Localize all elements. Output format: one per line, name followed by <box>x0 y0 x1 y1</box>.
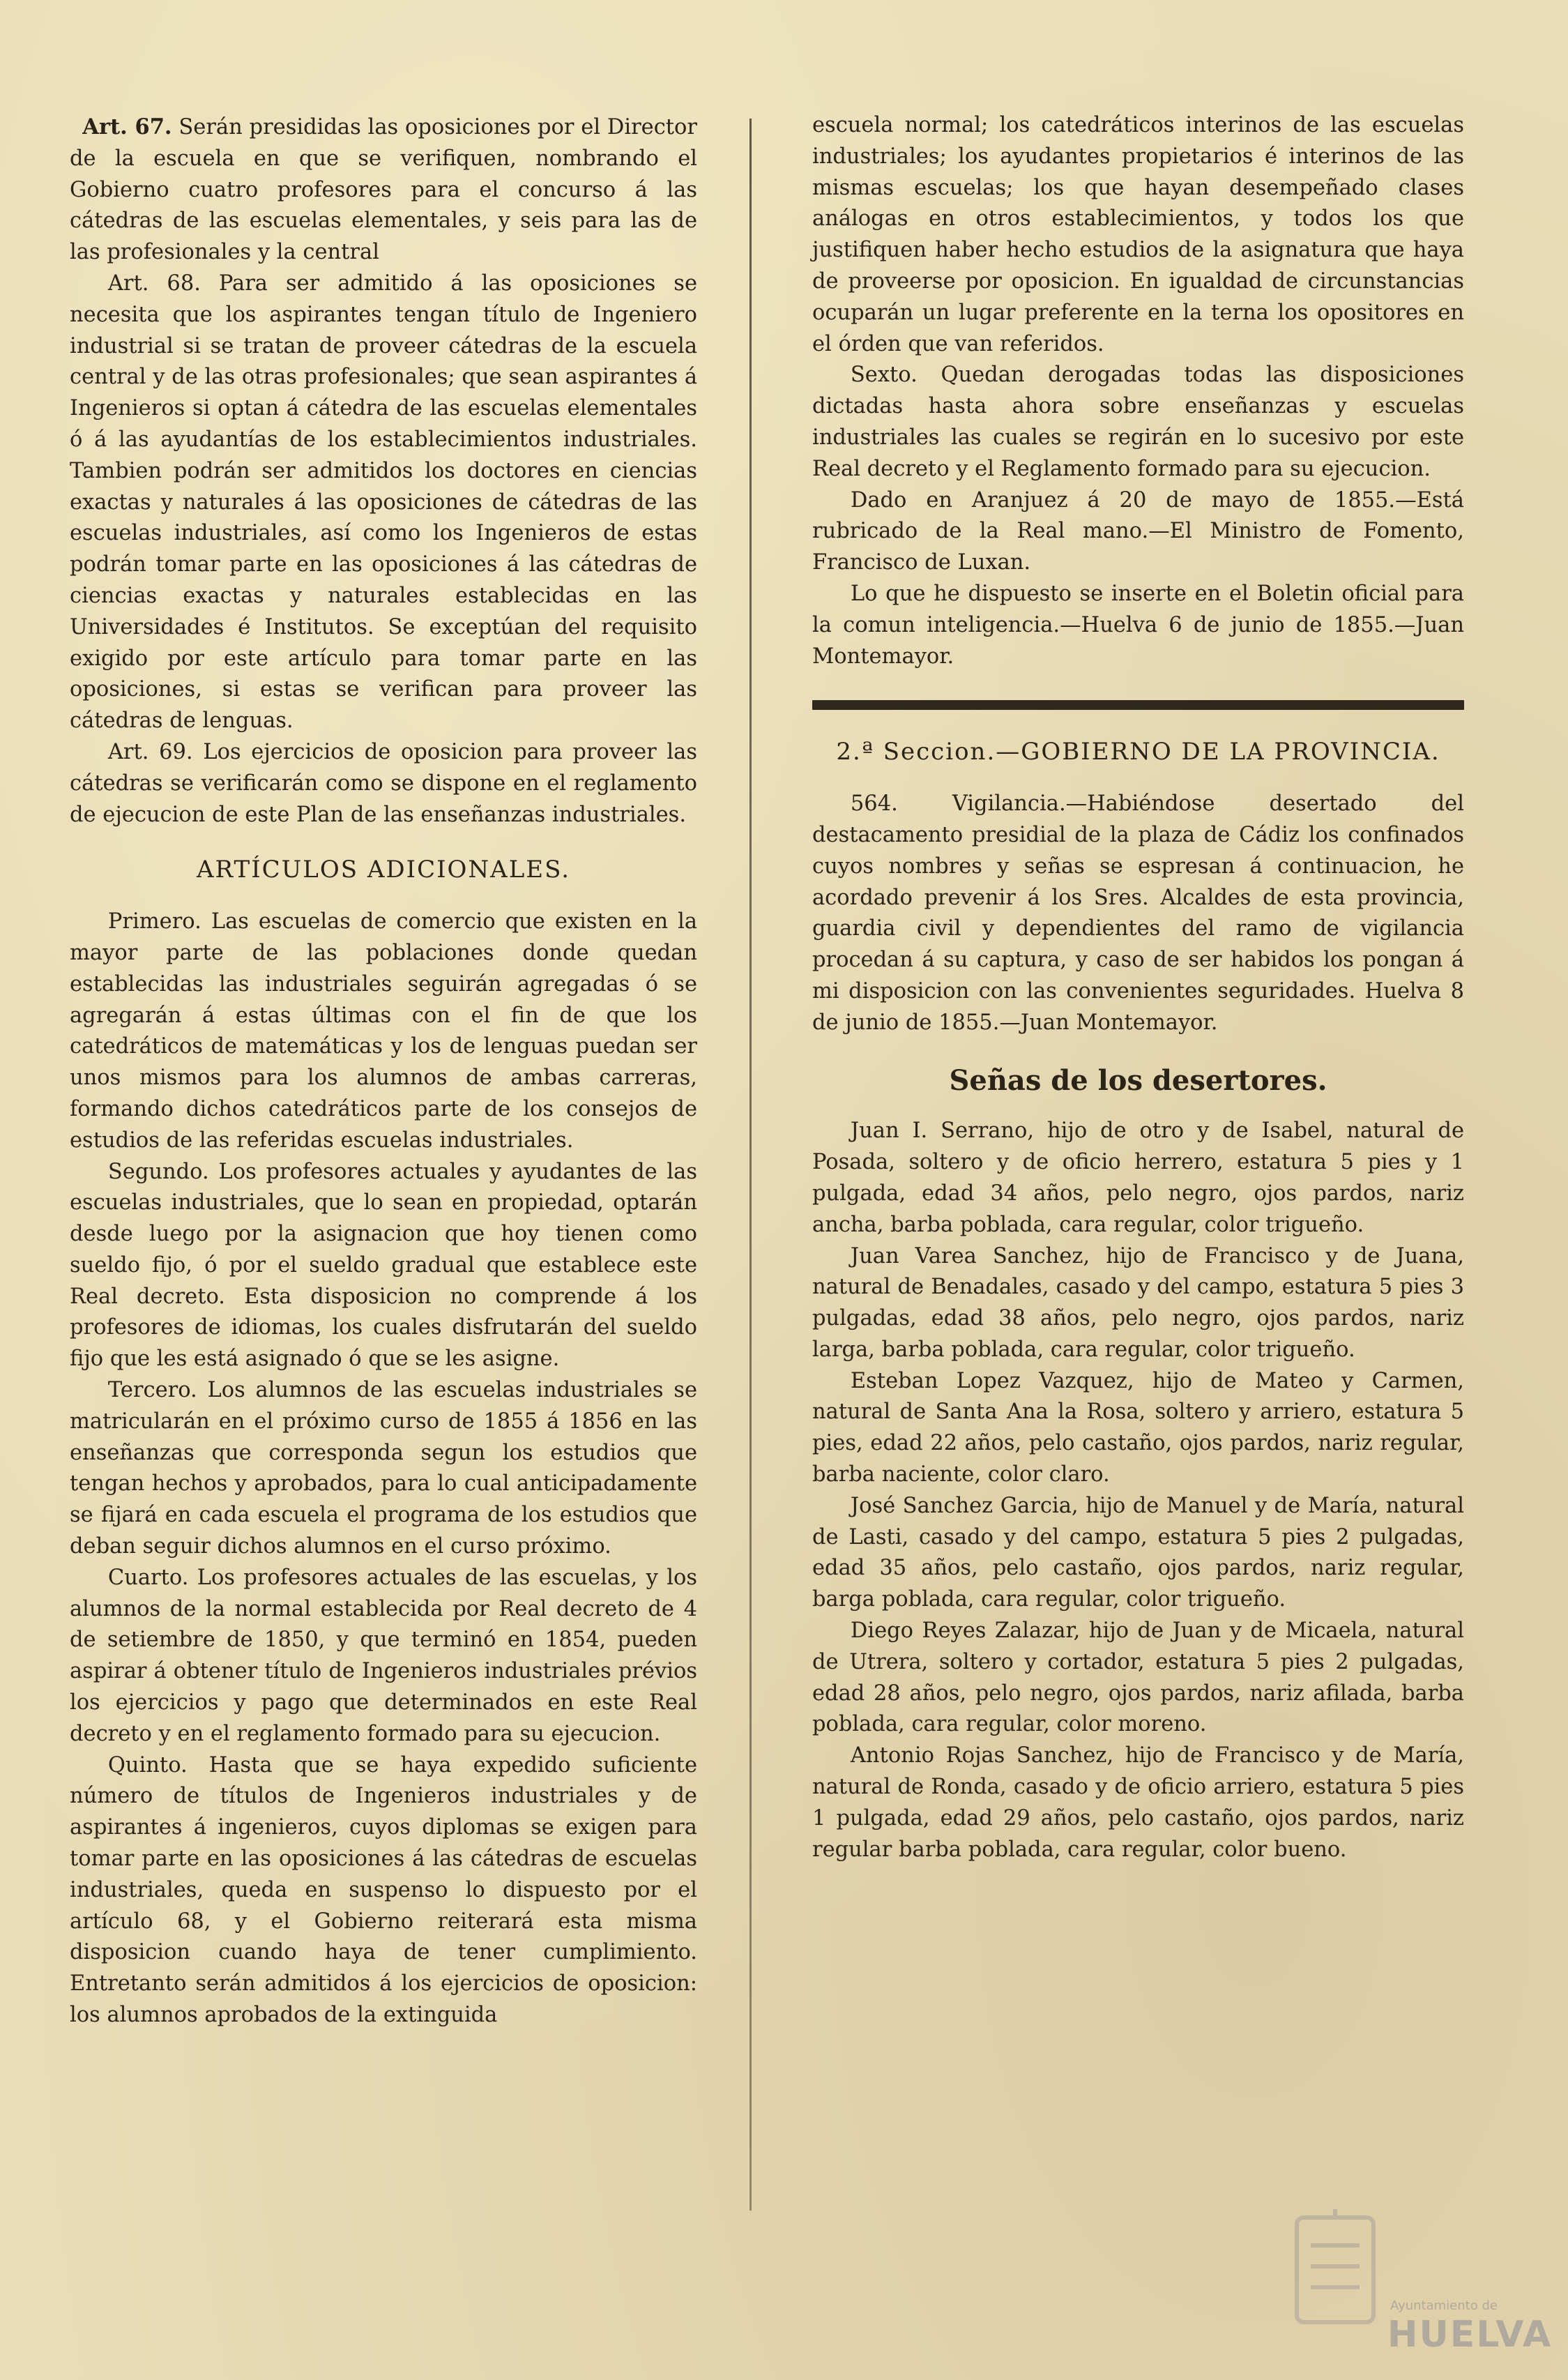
left-column <box>70 112 697 2031</box>
publication-order: Lo que he dispuesto se inserte en el Boletin oficial para la comun inteligencia.—Huelva 6 de junio de 1855.—Juan Montemayor. <box>812 581 1464 669</box>
notice-564 <box>812 789 1464 1038</box>
additional-tercero <box>70 1375 697 1563</box>
article-67 <box>70 112 697 268</box>
additional-sexto <box>812 360 1464 485</box>
deserter-entry: Esteban Lopez Vazquez, hijo de Mateo y Carmen, natural de Santa Ana la Rosa, soltero y arriero, estatura 5 pies, edad 22 años, pelo castaño, ojos pardos, nariz regular, barba naciente, color claro. <box>812 1368 1464 1487</box>
tercero-text: Los alumnos de las escuelas industriales se matricularán en el próximo curso de 1855 á 1856 en las enseñanzas que corresponda segun los estudios que tengan hechos y aprobados, para lo cual anticipadamente se fijará en cada escuela el programa de los estudios que deban seguir dichos alumnos en el curso próximo. <box>70 1378 697 1559</box>
cuarto-lead: Cuarto. <box>107 1565 189 1590</box>
deserter-entry: Juan Varea Sanchez, hijo de Francisco y de Juana, natural de Benadales, casado y del campo, estatura 5 pies 3 pulgadas, edad 38 años, pelo negro, ojos pardos, nariz larga, barba poblada, cara regular, color trigueño. <box>812 1243 1464 1362</box>
additional-primero <box>70 907 697 1156</box>
article-68 <box>70 268 697 737</box>
sexto-lead: Sexto. <box>850 363 918 388</box>
decree-signature: Dado en Aranjuez á 20 de mayo de 1855.—Está rubricado de la Real mano.—El Ministro de Fomento, Francisco de Luxan. <box>812 487 1464 575</box>
quinto-continuation: escuela normal; los catedráticos interinos de las escuelas industriales; los ayudantes propietarios é interinos de las mismas escuelas; los que hayan desempeñado clases análogas en otros establecimientos, y todos los que justifiquen haber hecho estudios de la asignatura que haya de proveerse por oposicion. En igualdad de circunstancias ocuparán un lugar preferente en la terna los opositores en el órden que van referidos. <box>812 113 1464 356</box>
primero-text: Las escuelas de comercio que existen en la mayor parte de las poblaciones donde quedan establecidas las industriales seguirán agregadas ó se agregarán á estas últimas con el fin de que los catedráticos de matemáticas y los de lenguas puedan ser unos mismos para los alumnos de ambas carreras, formando dichos catedráticos parte de los consejos de estudios de las referidas escuelas industriales. <box>70 909 698 1153</box>
segundo-lead: Segundo. <box>107 1159 209 1184</box>
deserter-entry: Diego Reyes Zalazar, hijo de Juan y de Micaela, natural de Utrera, soltero y cortador, estatura 5 pies 2 pulgadas, edad 28 años, pelo negro, ojos pardos, nariz afilada, barba poblada, cara regular, color moreno. <box>812 1619 1464 1737</box>
watermark-caption: Ayuntamiento de <box>1390 2298 1498 2313</box>
segundo-text: Los profesores actuales y ayudantes de las escuelas industriales, que lo sean en propiedad, optarán desde luego por la asignacion que hoy tienen como sueldo fijo, ó por el sueldo gradual que establece este Real decreto. Esta disposicion no comprende á los profesores de idiomas, los cuales disfrutarán del sueldo fijo que les está asignado ó que se les asigne. <box>70 1159 697 1372</box>
watermark-city: HUELVA <box>1387 2314 1553 2356</box>
article-68-lead: Art. 68. <box>107 271 201 296</box>
notice-564-text: Vigilancia.—Habiéndose desertado del destacamento presidial de la plaza de Cádiz los confinados cuyos nombres y señas se espresan á continuacion, he acordado prevenir á los Sres. Alcaldes de esta provincia, guardia civil y dependientes del ramo de vigilancia procedan á su captura, y caso de ser habidos los pongan á mi disposicion con las convenientes seguridades. Huelva 8 de junio de 1855.—Juan Montemayor. <box>812 791 1464 1035</box>
additional-articles-heading: ARTÍCULOS ADICIONALES. <box>196 856 571 884</box>
sexto-text: Quedan derogadas todas las disposiciones dictadas hasta ahora sobre enseñanzas y escuelas industriales las cuales se regirán en lo sucesivo por este Real decreto y el Reglamento formado para su ejecucion. <box>812 363 1464 481</box>
deserters-heading: Señas de los desertores. <box>949 1063 1327 1097</box>
quinto-text: Hasta que se haya expedido suficiente número de títulos de Ingenieros industriales y de aspirantes á ingenieros, cuyos diplomas se exigen para tomar parte en las oposiciones á las cátedras de escuelas industriales, queda en suspenso lo dispuesto por el artículo 68, y el Gobierno reiterará esta misma disposicion cuando haya de tener cumplimiento. Entretanto serán admitidos á los ejercicios de oposicion: los alumnos aprobados de la extinguida <box>70 1752 697 2028</box>
article-67-lead: Art. 67. <box>82 114 172 139</box>
deserter-entry: José Sanchez Garcia, hijo de Manuel y de María, natural de Lasti, casado y del campo, estatura 5 pies 2 pulgadas, edad 35 años, pelo castaño, ojos pardos, nariz regular, barga poblada, cara regular, color trigueño. <box>812 1493 1464 1612</box>
section-heading: 2.ª Seccion.—GOBIERNO DE LA PROVINCIA. <box>836 738 1440 766</box>
additional-cuarto <box>70 1563 697 1750</box>
column-divider <box>749 119 752 2211</box>
article-69-text: Los ejercicios de oposicion para proveer las cátedras se verificarán como se dispone en el reglamento de ejecucion de este Plan de las enseñanzas industriales. <box>70 739 697 827</box>
notice-564-number: 564. <box>850 791 898 817</box>
deserter-entry: Juan I. Serrano, hijo de otro y de Isabel, natural de Posada, soltero y de oficio herrero, estatura 5 pies y 1 pulgada, edad 34 años, pelo negro, ojos pardos, nariz ancha, barba poblada, cara regular, color trigueño. <box>812 1119 1464 1237</box>
deserter-entry: Antonio Rojas Sanchez, hijo de Francisco y de María, natural de Ronda, casado y de oficio arriero, estatura 5 pies 1 pulgada, edad 29 años, pelo castaño, ojos pardos, nariz regular barba poblada, cara regular, color bueno. <box>812 1743 1464 1862</box>
cuarto-text: Los profesores actuales de las escuelas, y los alumnos de la normal establecida por Real decreto de 4 de setiembre de 1850, y que terminó en 1854, pueden aspirar á obtener título de Ingenieros industriales prévios los ejercicios y pago que determinados en este Real decreto y en el reglamento formado para su ejecucion. <box>70 1565 697 1746</box>
article-69 <box>70 737 697 831</box>
primero-lead: Primero. <box>107 909 201 934</box>
right-column <box>812 110 1464 1865</box>
additional-quinto <box>70 1750 697 2031</box>
quinto-lead: Quinto. <box>107 1752 188 1778</box>
section-rule <box>812 700 1464 710</box>
article-67-text: Serán presididas las oposiciones por el Director de la escuela en que se verifiquen, nombrando el Gobierno cuatro profesores para el concurso á las cátedras de las escuelas elementales, y seis para las de las profesionales y la central <box>70 115 698 265</box>
tercero-lead: Tercero. <box>107 1378 197 1403</box>
additional-segundo <box>70 1157 697 1376</box>
article-69-lead: Art. 69. <box>107 739 193 764</box>
article-68-text: Para ser admitido á las oposiciones se necesita que los aspirantes tengan título de Ingeniero industrial si se tratan de proveer cátedras de la escuela central y de las otras profesionales; que sean aspirantes á Ingenieros si optan á cátedra de las escuelas elementales ó á las ayudantías de los establecimientos industriales. Tambien podrán ser admitidos los doctores en ciencias exactas y naturales á las oposiciones de cátedras de las escuelas industriales, así como los Ingenieros de estas podrán tomar parte en las oposiciones á las cátedras de ciencias exactas y naturales establecidas en las Universidades é Institutos. Se exceptúan del requisito exigido por este artículo para tomar parte en las oposiciones, si estas se verifican para proveer las cátedras de lenguas. <box>70 271 697 734</box>
